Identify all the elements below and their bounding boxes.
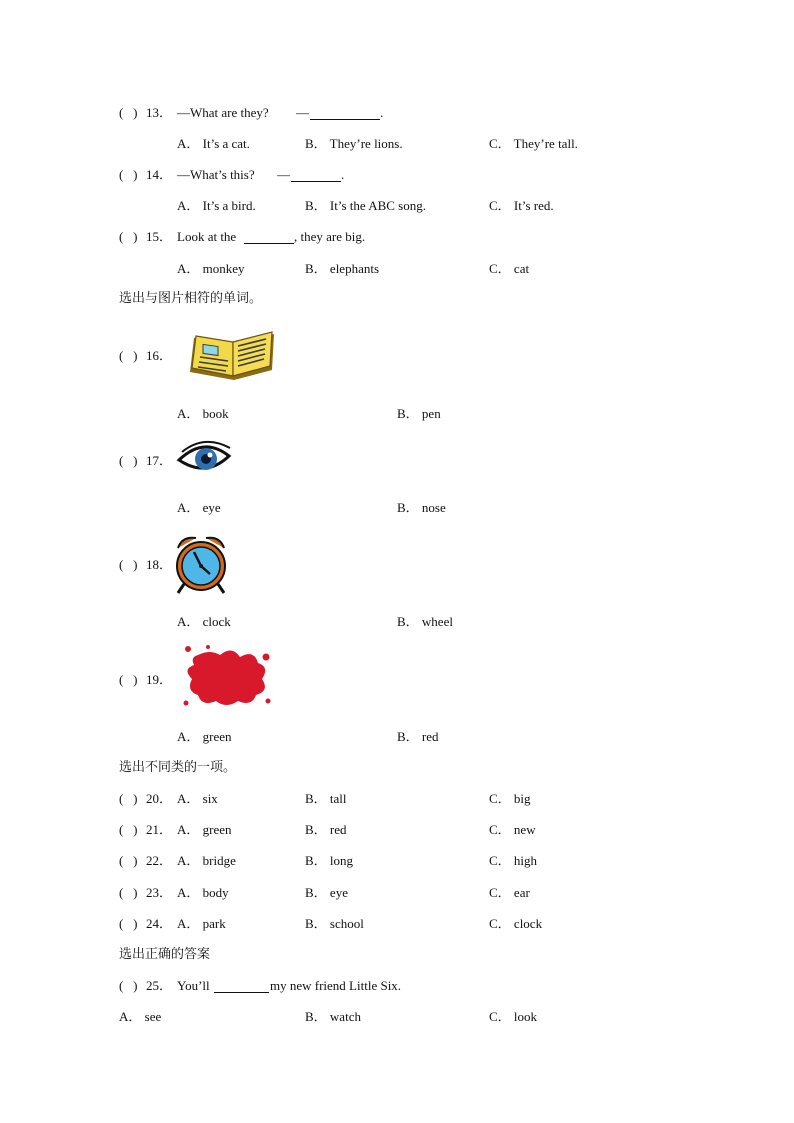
option-a[interactable]: A． book [177, 406, 229, 421]
option-a[interactable]: A． see [119, 1009, 162, 1024]
question-stem: —What are they? [177, 105, 269, 120]
question-number: 18． [146, 557, 173, 572]
option-a[interactable]: A． eye [177, 500, 221, 515]
red-splash-icon [180, 643, 272, 711]
section-heading-odd-one-out: 选出不同类的一项。 [119, 760, 237, 775]
question-number: 14． [146, 167, 173, 182]
answer-paren[interactable]: ( ) [119, 672, 138, 687]
option-a[interactable]: A． six [177, 791, 218, 806]
answer-paren[interactable]: ( ) [119, 105, 138, 120]
question-number: 13． [146, 105, 173, 120]
answer-paren[interactable]: ( ) [119, 229, 138, 244]
question-number: 16． [146, 348, 173, 363]
answer-paren[interactable]: ( ) [119, 167, 138, 182]
answer-paren[interactable]: ( ) [119, 853, 138, 868]
options-18 [0, 612, 794, 632]
options-17 [0, 498, 794, 518]
book-icon [186, 330, 280, 384]
question-number: 23． [146, 885, 173, 900]
option-a[interactable]: A． It’s a bird. [177, 198, 256, 213]
question-22 [0, 851, 794, 871]
answer-blank[interactable] [291, 168, 341, 182]
question-stem: You’ll [177, 978, 210, 993]
question-15 [0, 227, 794, 247]
option-c[interactable]: C． It’s red. [489, 198, 554, 213]
question-25 [0, 976, 794, 996]
question-13 [0, 103, 794, 123]
question-17 [0, 451, 794, 471]
answer-dash: — [296, 105, 309, 120]
options-15 [0, 259, 794, 279]
answer-blank[interactable] [244, 230, 294, 244]
option-c[interactable]: C． look [489, 1009, 538, 1024]
question-16 [0, 346, 794, 366]
option-c[interactable]: C． new [489, 822, 536, 837]
question-18 [0, 555, 794, 575]
options-19 [0, 727, 794, 747]
option-a[interactable]: A． bridge [177, 853, 236, 868]
answer-paren[interactable]: ( ) [119, 978, 138, 993]
option-c[interactable]: C． big [489, 791, 531, 806]
answer-paren[interactable]: ( ) [119, 791, 138, 806]
eye-icon [176, 440, 232, 478]
option-b[interactable]: B． tall [305, 791, 347, 806]
option-a[interactable]: A． It’s a cat. [177, 136, 250, 151]
option-c[interactable]: C． clock [489, 916, 543, 931]
question-14 [0, 165, 794, 185]
option-b[interactable]: B． It’s the ABC song. [305, 198, 426, 213]
question-number: 20． [146, 791, 173, 806]
option-a[interactable]: A． body [177, 885, 229, 900]
alarm-clock-icon [172, 532, 230, 596]
option-c[interactable]: C． They’re tall. [489, 136, 578, 151]
question-23 [0, 883, 794, 903]
sentence-end: . [380, 105, 384, 120]
option-a[interactable]: A． green [177, 729, 232, 744]
question-21 [0, 820, 794, 840]
option-b[interactable]: B． red [305, 822, 347, 837]
question-stem-end: my new friend Little Six. [270, 978, 402, 993]
question-24 [0, 914, 794, 934]
option-a[interactable]: A． monkey [177, 261, 245, 276]
answer-paren[interactable]: ( ) [119, 822, 138, 837]
question-stem: —What’s this? [177, 167, 255, 182]
sentence-end: . [341, 167, 345, 182]
question-stem: Look at the [177, 229, 237, 244]
answer-dash: — [277, 167, 290, 182]
answer-blank[interactable] [214, 979, 269, 993]
question-number: 24． [146, 916, 173, 931]
option-b[interactable]: B． nose [397, 500, 446, 515]
option-a[interactable]: A． green [177, 822, 232, 837]
question-number: 22． [146, 853, 173, 868]
answer-paren[interactable]: ( ) [119, 348, 138, 363]
answer-paren[interactable]: ( ) [119, 885, 138, 900]
option-c[interactable]: C． high [489, 853, 538, 868]
option-a[interactable]: A． clock [177, 614, 231, 629]
options-25 [0, 1007, 794, 1027]
options-16 [0, 404, 794, 424]
question-19 [0, 670, 794, 690]
option-b[interactable]: B． eye [305, 885, 348, 900]
option-c[interactable]: C． cat [489, 261, 530, 276]
options-14 [0, 196, 794, 216]
option-b[interactable]: B． elephants [305, 261, 380, 276]
option-b[interactable]: B． watch [305, 1009, 361, 1024]
answer-blank[interactable] [310, 106, 380, 120]
option-b[interactable]: B． school [305, 916, 364, 931]
question-number: 19． [146, 672, 173, 687]
question-number: 21． [146, 822, 173, 837]
question-20 [0, 789, 794, 809]
answer-paren[interactable]: ( ) [119, 557, 138, 572]
question-number: 17． [146, 453, 173, 468]
option-c[interactable]: C． ear [489, 885, 530, 900]
answer-paren[interactable]: ( ) [119, 453, 138, 468]
option-b[interactable]: B． wheel [397, 614, 453, 629]
option-b[interactable]: B． long [305, 853, 354, 868]
option-b[interactable]: B． They’re lions. [305, 136, 403, 151]
section-heading-choose-answer: 选出正确的答案 [119, 947, 211, 962]
options-13 [0, 134, 794, 154]
question-stem-end: , they are big. [294, 229, 366, 244]
option-b[interactable]: B． pen [397, 406, 441, 421]
question-number: 25． [146, 978, 173, 993]
answer-paren[interactable]: ( ) [119, 916, 138, 931]
question-number: 15． [146, 229, 173, 244]
option-b[interactable]: B． red [397, 729, 439, 744]
section-heading-picture-match: 选出与图片相符的单词。 [119, 291, 263, 306]
option-a[interactable]: A． park [177, 916, 226, 931]
